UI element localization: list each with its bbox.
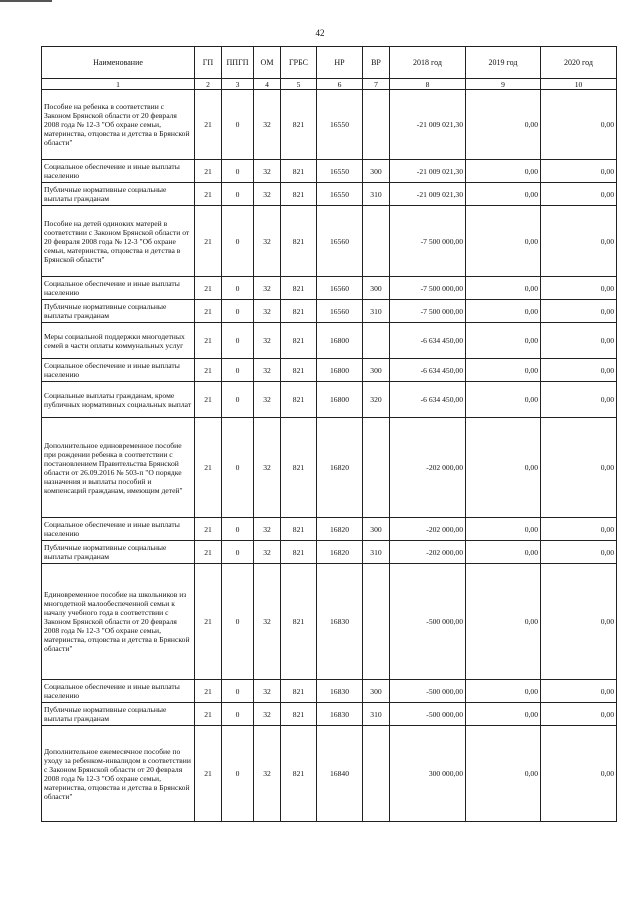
row-gp: 21: [195, 418, 222, 518]
row-name: Социальное обеспечение и иные выплаты населению: [42, 277, 195, 300]
row-2019-amount: 0,00: [466, 206, 541, 277]
row-vr: 300: [363, 518, 390, 541]
row-2018-amount: -202 000,00: [390, 541, 466, 564]
row-2020-amount: 0,00: [541, 90, 617, 160]
row-gp: 21: [195, 541, 222, 564]
row-2018-amount: -202 000,00: [390, 518, 466, 541]
row-2020-amount: 0,00: [541, 564, 617, 680]
row-ppgp: 0: [222, 418, 254, 518]
row-grbs: 821: [281, 277, 317, 300]
row-gp: 21: [195, 183, 222, 206]
row-name: Социальное обеспечение и иные выплаты населению: [42, 160, 195, 183]
row-2020-amount: 0,00: [541, 359, 617, 382]
row-nr: 16550: [317, 160, 363, 183]
row-nr: 16830: [317, 680, 363, 703]
column-number: 2: [195, 79, 222, 90]
row-nr: 16820: [317, 418, 363, 518]
header-ppgp: ППГП: [222, 47, 254, 79]
row-vr: 300: [363, 277, 390, 300]
row-name: Единовременное пособие на школьников из многодетной малообеспеченной семьи к началу учебного года в соответствии с Законом Брянской области от 20 февраля 2008 года № 12-3 "Об охране семьи, материнства, отцовства и детства в Брянской области": [42, 564, 195, 680]
row-grbs: 821: [281, 160, 317, 183]
row-gp: 21: [195, 382, 222, 418]
row-nr: 16560: [317, 300, 363, 323]
row-2019-amount: 0,00: [466, 703, 541, 726]
column-number: 1: [42, 79, 195, 90]
table-row: [42, 418, 617, 518]
row-name: Социальное обеспечение и иные выплаты населению: [42, 680, 195, 703]
row-2018-amount: -6 634 450,00: [390, 382, 466, 418]
table-row: [42, 206, 617, 277]
row-2019-amount: 0,00: [466, 90, 541, 160]
header-2019: 2019 год: [466, 47, 541, 79]
row-name: Публичные нормативные социальные выплаты гражданам: [42, 183, 195, 206]
row-2018-amount: -7 500 000,00: [390, 300, 466, 323]
row-2018-amount: -500 000,00: [390, 680, 466, 703]
row-om: 32: [254, 183, 281, 206]
row-name: Публичные нормативные социальные выплаты гражданам: [42, 703, 195, 726]
row-name: Социальное обеспечение и иные выплаты населению: [42, 359, 195, 382]
row-grbs: 821: [281, 564, 317, 680]
row-2019-amount: 0,00: [466, 323, 541, 359]
row-om: 32: [254, 518, 281, 541]
row-ppgp: 0: [222, 541, 254, 564]
row-grbs: 821: [281, 206, 317, 277]
row-name: Меры социальной поддержки многодетных семей в части оплаты коммунальных услуг: [42, 323, 195, 359]
row-om: 32: [254, 359, 281, 382]
row-om: 32: [254, 726, 281, 822]
row-2020-amount: 0,00: [541, 518, 617, 541]
row-nr: 16840: [317, 726, 363, 822]
table-row: [42, 564, 617, 680]
row-ppgp: 0: [222, 564, 254, 680]
table-row: [42, 90, 617, 160]
table-row: [42, 277, 617, 300]
row-2018-amount: -7 500 000,00: [390, 277, 466, 300]
row-om: 32: [254, 703, 281, 726]
row-gp: 21: [195, 160, 222, 183]
header-2020: 2020 год: [541, 47, 617, 79]
header-nr: НР: [317, 47, 363, 79]
row-vr: [363, 564, 390, 680]
row-gp: 21: [195, 206, 222, 277]
row-ppgp: 0: [222, 359, 254, 382]
row-gp: 21: [195, 359, 222, 382]
column-number: 9: [466, 79, 541, 90]
row-2019-amount: 0,00: [466, 541, 541, 564]
row-vr: 310: [363, 300, 390, 323]
table-body: [42, 90, 617, 822]
row-name: Публичные нормативные социальные выплаты гражданам: [42, 541, 195, 564]
column-number: 3: [222, 79, 254, 90]
row-2020-amount: 0,00: [541, 703, 617, 726]
row-ppgp: 0: [222, 382, 254, 418]
row-vr: 310: [363, 183, 390, 206]
row-2019-amount: 0,00: [466, 680, 541, 703]
table-row: [42, 518, 617, 541]
row-ppgp: 0: [222, 206, 254, 277]
row-grbs: 821: [281, 300, 317, 323]
row-ppgp: 0: [222, 160, 254, 183]
row-2019-amount: 0,00: [466, 418, 541, 518]
corner-mark: [0, 0, 52, 2]
row-om: 32: [254, 90, 281, 160]
column-number: 6: [317, 79, 363, 90]
row-nr: 16800: [317, 382, 363, 418]
header-name: Наименование: [42, 47, 195, 79]
row-gp: 21: [195, 726, 222, 822]
row-2020-amount: 0,00: [541, 382, 617, 418]
row-om: 32: [254, 541, 281, 564]
row-ppgp: 0: [222, 277, 254, 300]
row-gp: 21: [195, 518, 222, 541]
header-vr: ВР: [363, 47, 390, 79]
row-om: 32: [254, 564, 281, 680]
row-gp: 21: [195, 90, 222, 160]
table-row: [42, 703, 617, 726]
row-2020-amount: 0,00: [541, 206, 617, 277]
row-ppgp: 0: [222, 183, 254, 206]
row-grbs: 821: [281, 418, 317, 518]
row-nr: 16550: [317, 183, 363, 206]
row-vr: [363, 206, 390, 277]
row-2020-amount: 0,00: [541, 160, 617, 183]
header-row: [42, 47, 617, 79]
row-nr: 16800: [317, 323, 363, 359]
row-2018-amount: -21 009 021,30: [390, 160, 466, 183]
row-ppgp: 0: [222, 518, 254, 541]
row-om: 32: [254, 382, 281, 418]
row-nr: 16560: [317, 277, 363, 300]
row-2019-amount: 0,00: [466, 160, 541, 183]
row-vr: [363, 323, 390, 359]
row-om: 32: [254, 300, 281, 323]
column-number: 7: [363, 79, 390, 90]
table-row: [42, 300, 617, 323]
row-2018-amount: -21 009 021,30: [390, 90, 466, 160]
row-nr: 16550: [317, 90, 363, 160]
column-number-row: [42, 79, 617, 90]
row-2020-amount: 0,00: [541, 183, 617, 206]
row-gp: 21: [195, 703, 222, 726]
header-om: ОМ: [254, 47, 281, 79]
row-vr: 320: [363, 382, 390, 418]
row-om: 32: [254, 680, 281, 703]
row-name: Социальные выплаты гражданам, кроме публичных нормативных социальных выплат: [42, 382, 195, 418]
row-name: Пособие на ребенка в соответствии с Законом Брянской области от 20 февраля 2008 года № 12-3 "Об охране семьи, материнства, отцовства и детства в Брянской области": [42, 90, 195, 160]
row-ppgp: 0: [222, 726, 254, 822]
row-2020-amount: 0,00: [541, 418, 617, 518]
row-2018-amount: -21 009 021,30: [390, 183, 466, 206]
row-2018-amount: -6 634 450,00: [390, 359, 466, 382]
row-om: 32: [254, 323, 281, 359]
row-om: 32: [254, 206, 281, 277]
row-2018-amount: -500 000,00: [390, 564, 466, 680]
row-2018-amount: -202 000,00: [390, 418, 466, 518]
row-gp: 21: [195, 300, 222, 323]
row-om: 32: [254, 277, 281, 300]
row-2019-amount: 0,00: [466, 183, 541, 206]
row-grbs: 821: [281, 90, 317, 160]
table-row: [42, 726, 617, 822]
row-2019-amount: 0,00: [466, 726, 541, 822]
row-ppgp: 0: [222, 323, 254, 359]
header-grbs: ГРБС: [281, 47, 317, 79]
row-vr: 310: [363, 541, 390, 564]
row-nr: 16820: [317, 541, 363, 564]
row-gp: 21: [195, 564, 222, 680]
row-om: 32: [254, 160, 281, 183]
row-2019-amount: 0,00: [466, 359, 541, 382]
row-ppgp: 0: [222, 300, 254, 323]
row-grbs: 821: [281, 323, 317, 359]
row-grbs: 821: [281, 726, 317, 822]
row-nr: 16830: [317, 703, 363, 726]
header-gp: ГП: [195, 47, 222, 79]
table-row: [42, 541, 617, 564]
row-2019-amount: 0,00: [466, 564, 541, 680]
row-vr: 310: [363, 703, 390, 726]
row-nr: 16820: [317, 518, 363, 541]
budget-table: [41, 46, 617, 822]
row-name: Дополнительное ежемесячное пособие по уходу за ребенком-инвалидом в соответствии с Законом Брянской области от 20 февраля 2008 года № 12-3 "Об охране семьи, материнства, отцовства и детства в Брянской области": [42, 726, 195, 822]
row-grbs: 821: [281, 359, 317, 382]
row-om: 32: [254, 418, 281, 518]
row-2020-amount: 0,00: [541, 323, 617, 359]
row-ppgp: 0: [222, 90, 254, 160]
table-row: [42, 160, 617, 183]
row-nr: 16560: [317, 206, 363, 277]
row-vr: [363, 90, 390, 160]
row-grbs: 821: [281, 703, 317, 726]
row-grbs: 821: [281, 541, 317, 564]
row-2020-amount: 0,00: [541, 541, 617, 564]
row-name: Пособие на детей одиноких матерей в соответствии с Законом Брянской области от 20 февраля 2008 года № 12-3 "Об охране семьи, материнства, отцовства и детства в Брянской области": [42, 206, 195, 277]
row-2018-amount: -7 500 000,00: [390, 206, 466, 277]
row-gp: 21: [195, 323, 222, 359]
row-vr: 300: [363, 359, 390, 382]
row-2018-amount: -6 634 450,00: [390, 323, 466, 359]
row-vr: 300: [363, 680, 390, 703]
row-vr: [363, 418, 390, 518]
row-gp: 21: [195, 680, 222, 703]
row-2019-amount: 0,00: [466, 382, 541, 418]
row-vr: [363, 726, 390, 822]
row-grbs: 821: [281, 183, 317, 206]
row-2020-amount: 0,00: [541, 277, 617, 300]
row-name: Дополнительное единовременное пособие при рождении ребенка в соответствии с постановлением Правительства Брянской области от 26.09.2016 № 503-п "О порядке назначения и выплаты пособий и компенсаций гражданам, имеющим детей": [42, 418, 195, 518]
row-grbs: 821: [281, 518, 317, 541]
row-2019-amount: 0,00: [466, 518, 541, 541]
row-2019-amount: 0,00: [466, 277, 541, 300]
row-grbs: 821: [281, 680, 317, 703]
table-row: [42, 359, 617, 382]
row-name: Социальное обеспечение и иные выплаты населению: [42, 518, 195, 541]
header-2018: 2018 год: [390, 47, 466, 79]
row-2018-amount: -500 000,00: [390, 703, 466, 726]
table-row: [42, 183, 617, 206]
column-number: 5: [281, 79, 317, 90]
row-nr: 16830: [317, 564, 363, 680]
row-grbs: 821: [281, 382, 317, 418]
column-number: 4: [254, 79, 281, 90]
column-number: 8: [390, 79, 466, 90]
row-gp: 21: [195, 277, 222, 300]
row-2019-amount: 0,00: [466, 300, 541, 323]
row-vr: 300: [363, 160, 390, 183]
table-row: [42, 382, 617, 418]
row-2020-amount: 0,00: [541, 680, 617, 703]
table-row: [42, 323, 617, 359]
column-number: 10: [541, 79, 617, 90]
row-nr: 16800: [317, 359, 363, 382]
row-2020-amount: 0,00: [541, 300, 617, 323]
row-2020-amount: 0,00: [541, 726, 617, 822]
row-2018-amount: 300 000,00: [390, 726, 466, 822]
page-number: 42: [315, 28, 325, 38]
row-ppgp: 0: [222, 703, 254, 726]
row-name: Публичные нормативные социальные выплаты гражданам: [42, 300, 195, 323]
row-ppgp: 0: [222, 680, 254, 703]
table-row: [42, 680, 617, 703]
